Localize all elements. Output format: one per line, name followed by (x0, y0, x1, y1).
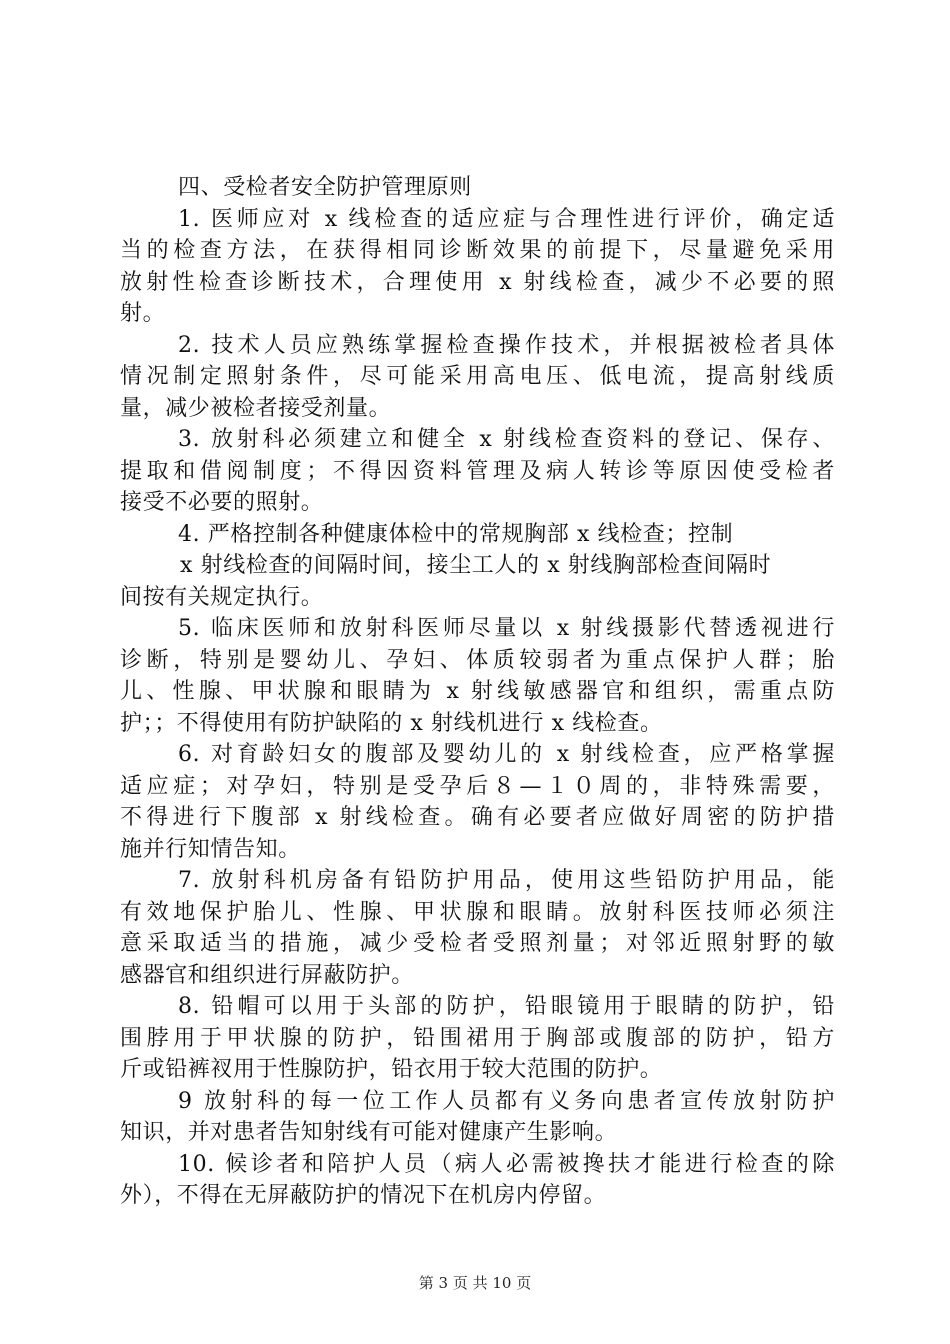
page-footer: 第 3 页 共 10 页 (418, 1274, 532, 1292)
text-line: 间按有关规定执行。 (120, 584, 324, 610)
text-line: 5. 临床医师和放射科医师尽量以 x 射线摄影代替透视进行 (178, 616, 835, 641)
text-line: 7. 放射科机房备有铅防护用品，使用这些铅防护用品，能 (178, 868, 835, 893)
text-line: 感器官和组织进行屏蔽防护。 (120, 962, 414, 988)
text-line: 知识，并对患者告知射线有可能对健康产生影响。 (120, 1120, 618, 1145)
text-line: 接受不必要的照射。 (120, 490, 324, 515)
text-line: 当的检查方法，在获得相同诊断效果的前提下，尽量避免采用 (120, 238, 835, 263)
text-line: 提取和借阅制度；不得因资料管理及病人转诊等原因使受检者 (120, 458, 835, 484)
text-line: 围脖用于甲状腺的防护，铅围裙用于胸部或腹部的防护，铅方 (120, 1025, 835, 1051)
text-line: 有效地保护胎儿、性腺、甲状腺和眼睛。放射科医技师必须注 (120, 899, 835, 925)
text-line: 1. 医师应对 x 线检查的适应症与合理性进行评价，确定适 (178, 206, 835, 232)
text-line: 10. 候诊者和陪护人员（病人必需被搀扶才能进行检查的除 (178, 1151, 835, 1177)
text-line: 适应症；对孕妇，特别是受孕后８—１０周的，非特殊需要， (120, 773, 835, 799)
text-line: 6. 对育龄妇女的腹部及婴幼儿的 x 射线检查，应严格掌握 (178, 742, 835, 767)
text-line: 8. 铅帽可以用于头部的防护，铅眼镜用于眼睛的防护，铅 (178, 994, 835, 1019)
text-line: 斤或铅裤衩用于性腺防护，铅衣用于较大范围的防护。 (120, 1057, 663, 1082)
text-line: 护；；不得使用有防护缺陷的 x 射线机进行 x 线检查。 (120, 710, 663, 736)
text-line: 情况制定照射条件，尽可能采用高电压、低电流，提高射线质 (120, 364, 835, 389)
text-line: 儿、性腺、甲状腺和眼睛为 x 射线敏感器官和组织，需重点防 (120, 679, 835, 704)
text-line: 量，减少被检者接受剂量。 (120, 395, 392, 421)
text-line: 意采取适当的措施，减少受检者受照剂量；对邻近照射野的敏 (120, 931, 835, 956)
document-body (120, 172, 835, 1212)
text-line: 放射性检查诊断技术，合理使用 x 射线检查，减少不必要的照 (120, 269, 835, 295)
text-line: 外），不得在无屏蔽防护的情况下在机房内停留。 (120, 1183, 607, 1208)
text-line: 诊断，特别是婴幼儿、孕妇、体质较弱者为重点保护人群；胎 (120, 647, 835, 673)
text-line: 3. 放射科必须建立和健全 x 射线检查资料的登记、保存、 (178, 427, 835, 452)
text-line: x 射线检查的间隔时间，接尘工人的 x 射线胸部检查间隔时 (180, 553, 772, 578)
text-line: 9 放射科的每一位工作人员都有义务向患者宣传放射防护 (178, 1088, 835, 1114)
text-line: 2. 技术人员应熟练掌握检查操作技术，并根据被检者具体 (178, 332, 835, 358)
text-line: 射。 (120, 301, 166, 326)
text-line: 不得进行下腹部 x 射线检查。确有必要者应做好周密的防护措 (120, 805, 835, 830)
text-line: 4. 严格控制各种健康体检中的常规胸部 x 线检查；控制 (178, 521, 734, 547)
text-line: 施并行知情告知。 (120, 836, 301, 862)
text-line: 四、受检者安全防护管理原则 (178, 175, 472, 200)
